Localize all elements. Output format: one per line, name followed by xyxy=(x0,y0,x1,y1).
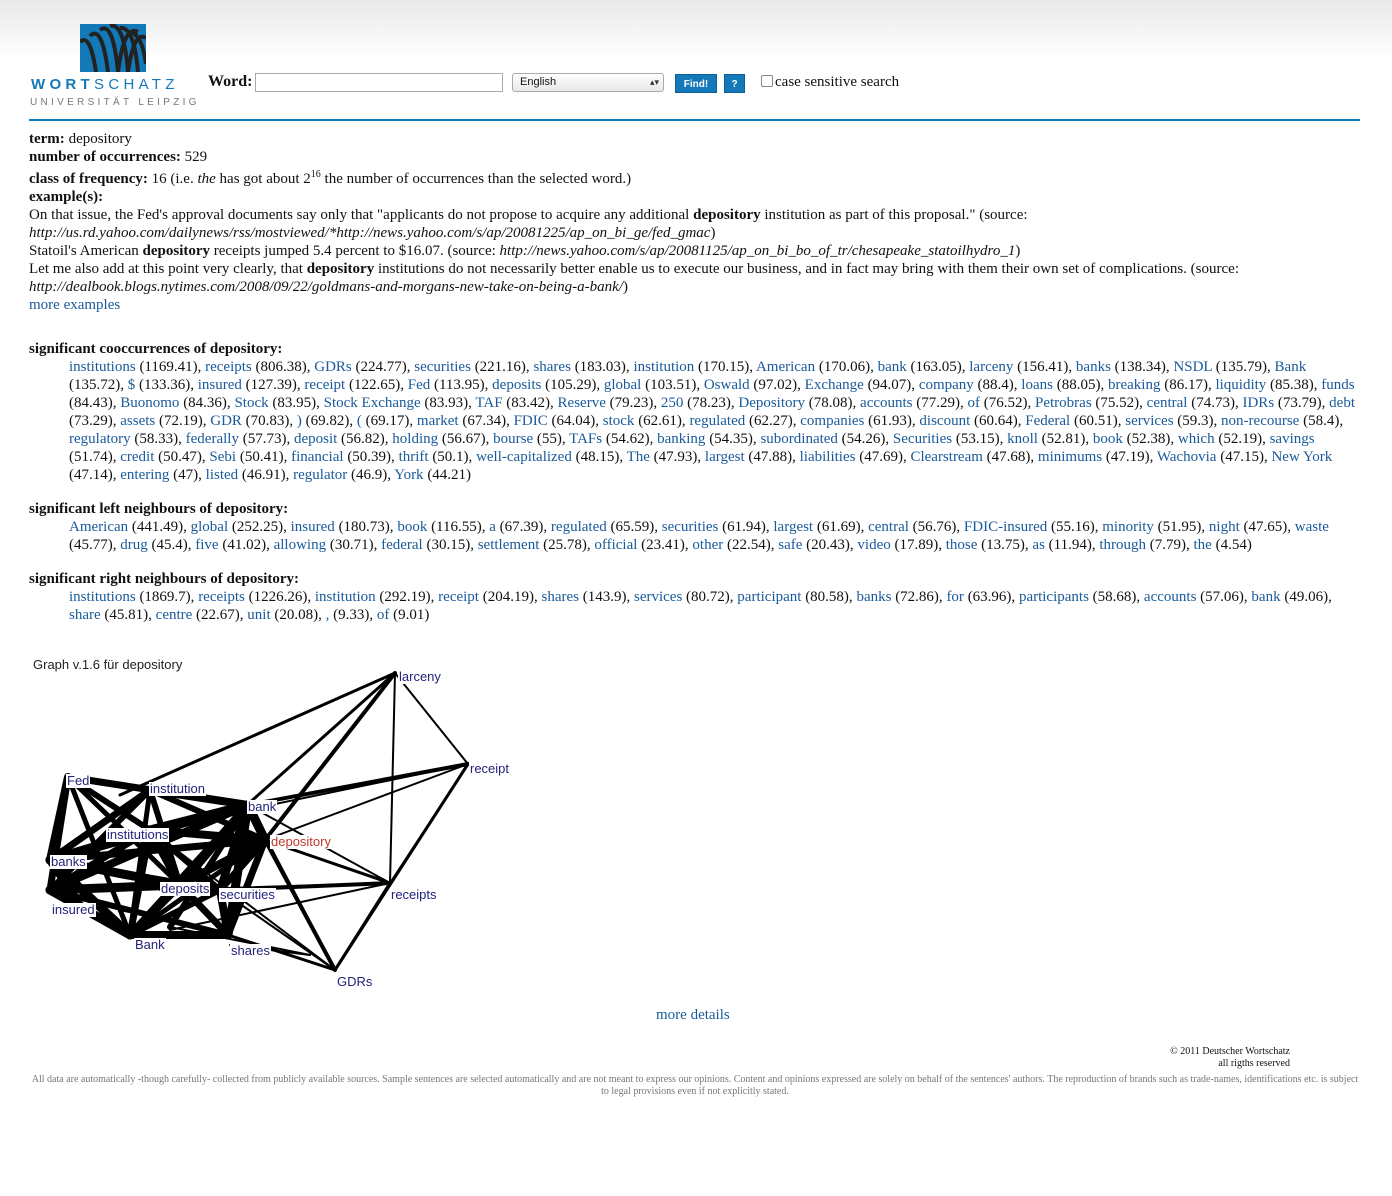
term-link[interactable]: central xyxy=(868,519,909,535)
term-link[interactable]: Federal xyxy=(1025,413,1071,429)
graph-node-fed[interactable]: Fed xyxy=(67,773,90,788)
graph-node-institutions[interactable]: institutions xyxy=(107,827,169,842)
term-score: (60.51), xyxy=(1070,413,1126,429)
logo-subtitle: UNIVERSITÄT LEIPZIG xyxy=(30,97,200,108)
term-link[interactable]: Sebi xyxy=(209,449,237,465)
term-link[interactable]: non-recourse xyxy=(1221,413,1300,429)
term-score: (30.15), xyxy=(422,537,478,553)
term-link[interactable]: book xyxy=(1092,431,1123,447)
term-link[interactable]: Depository xyxy=(738,395,806,411)
term-link[interactable]: largest xyxy=(704,449,745,465)
term-score: (4.54) xyxy=(1211,537,1252,553)
term-score: (50.1), xyxy=(428,449,477,465)
term-link[interactable]: five xyxy=(195,537,219,553)
term-link[interactable]: Fed xyxy=(407,377,431,393)
term-score: (85.38), xyxy=(1266,377,1322,393)
term-link[interactable]: of xyxy=(376,607,390,623)
term-link[interactable]: central xyxy=(1146,395,1188,411)
term-score: (79.23), xyxy=(605,395,661,411)
term-link[interactable]: accounts xyxy=(1143,589,1197,605)
term-link[interactable]: the xyxy=(1193,537,1212,553)
term-link[interactable]: breaking xyxy=(1107,377,1161,393)
right-neighbours-list xyxy=(69,588,1359,624)
term-score: (50.39), xyxy=(343,449,399,465)
term-score: (94.07), xyxy=(863,377,919,393)
term-link[interactable]: a xyxy=(489,519,496,535)
term-score: (156.41), xyxy=(1013,359,1076,375)
term-score: (170.15), xyxy=(694,359,756,375)
term-link[interactable]: accounts xyxy=(860,395,913,411)
term-link[interactable]: 250 xyxy=(660,395,684,411)
term-link[interactable]: discount xyxy=(919,413,971,429)
term-link[interactable]: company xyxy=(918,377,974,393)
term-score: (22.54), xyxy=(723,537,779,553)
term-link[interactable]: services xyxy=(1125,413,1174,429)
term-link[interactable]: receipt xyxy=(304,377,346,393)
term-link[interactable]: holding xyxy=(392,431,439,447)
term-score: (97.02), xyxy=(749,377,805,393)
term-score: (56.82), xyxy=(337,431,393,447)
term-link[interactable]: through xyxy=(1099,537,1147,553)
term-score: (44.21) xyxy=(423,467,472,483)
graph-node-bank[interactable]: bank xyxy=(248,799,277,814)
term-link[interactable]: insured xyxy=(290,519,335,535)
term-score: (67.39), xyxy=(495,519,551,535)
term-link[interactable]: other xyxy=(692,537,724,553)
term-link[interactable]: for xyxy=(946,589,964,605)
left-neighbours-list xyxy=(69,518,1359,554)
term-score: (77.29), xyxy=(912,395,968,411)
term-score: (84.43), xyxy=(69,395,121,411)
term-link[interactable]: market xyxy=(416,413,459,429)
cooccurrence-graph[interactable] xyxy=(20,665,540,995)
term-score: (25.78), xyxy=(539,537,595,553)
term-score: (62.27), xyxy=(745,413,801,429)
term-link[interactable]: American xyxy=(69,519,129,535)
graph-node-insured[interactable]: insured xyxy=(52,902,95,917)
term-score: (83.95), xyxy=(268,395,324,411)
term-score: (23.41), xyxy=(637,537,693,553)
term-score: (84.36), xyxy=(179,395,235,411)
term-score: (46.9), xyxy=(347,467,395,483)
term-score: (46.91), xyxy=(238,467,294,483)
left-neighbours-title: significant left neighbours of depository: xyxy=(29,501,289,517)
term-link[interactable]: video xyxy=(857,537,891,553)
term-score: (69.82), xyxy=(301,413,357,429)
help-button[interactable]: ? xyxy=(724,74,745,93)
term-link[interactable]: ( xyxy=(356,413,362,429)
term-score: (47), xyxy=(169,467,206,483)
term-link[interactable]: global xyxy=(190,519,229,535)
occurrences-row: number of occurrences: 529 xyxy=(29,149,208,165)
graph-title: Graph v.1.6 für depository xyxy=(33,657,183,672)
term-link[interactable]: deposits xyxy=(492,377,542,393)
term-score: (61.94), xyxy=(718,519,774,535)
term-score: (59.3), xyxy=(1173,413,1222,429)
term-link[interactable]: institution xyxy=(633,359,695,375)
term-link[interactable]: Bank xyxy=(1274,359,1307,375)
term-score: (41.02), xyxy=(218,537,274,553)
term-link[interactable]: Stock Exchange xyxy=(323,395,421,411)
term-score: (54.62), xyxy=(602,431,658,447)
term-link[interactable]: listed xyxy=(205,467,239,483)
disclaimer: All data are automatically -though carefully- collected from publicly available sources. Sample sentences are selected automatically and are not meant to express our opinions. Content and opinions expressed are solely on behalf of the sentences' authors. The reproduction of brands such as trade-names, identifications etc. is subject to legal provisions even if not explicitly stated. xyxy=(31,1074,1359,1097)
search-label: Word: xyxy=(208,73,253,90)
graph-edges xyxy=(20,665,540,995)
graph-node-shares[interactable]: shares xyxy=(231,943,271,958)
term-link[interactable]: IDRs xyxy=(1242,395,1275,411)
term-score: (47.14), xyxy=(69,467,121,483)
term-score: (67.34), xyxy=(458,413,514,429)
term-link[interactable]: night xyxy=(1208,519,1240,535)
term-link[interactable]: TAFs xyxy=(569,431,603,447)
term-link[interactable]: , xyxy=(325,607,330,623)
term-score: (47.68), xyxy=(982,449,1038,465)
example-source: http://news.yahoo.com/s/ap/20081125/ap_on_bi_bo_of_tr/chesapeake_statoilhydro_1 xyxy=(499,243,1016,259)
term-score: (55.16), xyxy=(1047,519,1103,535)
term-link[interactable]: which xyxy=(1177,431,1215,447)
term-score: (20.43), xyxy=(802,537,858,553)
term-link[interactable]: securities xyxy=(414,359,471,375)
term-score: (252.25), xyxy=(228,519,291,535)
term-link[interactable]: regulated xyxy=(550,519,607,535)
term-score: (180.73), xyxy=(334,519,398,535)
term-score: (116.55), xyxy=(427,519,490,535)
term-score: (204.19), xyxy=(478,589,542,605)
term-link[interactable]: centre xyxy=(155,607,193,623)
term-score: (62.61), xyxy=(634,413,690,429)
term-score: (224.77), xyxy=(351,359,415,375)
term-score: (45.77), xyxy=(69,537,121,553)
term-score: (63.96), xyxy=(963,589,1019,605)
term-score: (74.73), xyxy=(1187,395,1243,411)
header xyxy=(0,0,1392,125)
term-link[interactable]: thrift xyxy=(398,449,429,465)
term-score: (52.38), xyxy=(1122,431,1178,447)
more-details-link[interactable]: more details xyxy=(656,1007,730,1023)
example-sentence: Let me also add at this point very clearly, that depository institutions do not necessarily better enable us to execute our business, and in fact may bring with them their own set of complications. (source: http://dealbook.blogs.nytimes.com/2008/09/22/goldmans-and-morgans-new-take-on-being-a-bank/) xyxy=(29,261,1239,295)
term-score: (45.81), xyxy=(100,607,156,623)
term-link[interactable]: stock xyxy=(602,413,635,429)
term-link[interactable]: NSDL xyxy=(1173,359,1213,375)
term-link[interactable]: FDIC xyxy=(513,413,548,429)
select-arrows-icon: ▴▾ xyxy=(649,77,659,87)
graph-node-gdrs[interactable]: GDRs xyxy=(337,974,373,989)
main-content xyxy=(29,130,1359,674)
term-link[interactable]: bank xyxy=(877,359,907,375)
term-score: (57.73), xyxy=(238,431,294,447)
term-score: (60.64), xyxy=(970,413,1026,429)
term-score: (221.16), xyxy=(470,359,534,375)
term-score: (11.94), xyxy=(1044,537,1100,553)
term-link[interactable]: well-capitalized xyxy=(476,449,572,465)
term-score: (80.58), xyxy=(801,589,857,605)
term-link[interactable]: shares xyxy=(533,359,571,375)
term-score: (47.65), xyxy=(1239,519,1295,535)
term-link[interactable]: larceny xyxy=(969,359,1014,375)
term-link[interactable]: insured xyxy=(197,377,242,393)
term-link[interactable]: companies xyxy=(800,413,865,429)
term-score: (170.06), xyxy=(815,359,878,375)
graph-node-deposits[interactable]: deposits xyxy=(161,881,210,896)
term-score: (30.71), xyxy=(326,537,382,553)
term-score: (47.93), xyxy=(649,449,705,465)
term-score: (49.06), xyxy=(1280,589,1332,605)
term-score: (20.08), xyxy=(270,607,326,623)
example-source: http://us.rd.yahoo.com/dailynews/rss/mostviewed/*http://news.yahoo.com/s/ap/20081225/ap_on_bi_ge/fed_gmac xyxy=(29,225,711,241)
term-link[interactable]: unit xyxy=(247,607,271,623)
term-link[interactable]: global xyxy=(603,377,642,393)
term-score: (58.68), xyxy=(1088,589,1144,605)
cooccurrences-title: significant cooccurrences of depository: xyxy=(29,341,283,357)
term-link[interactable]: financial xyxy=(291,449,344,465)
term-score: (72.19), xyxy=(155,413,211,429)
term-link[interactable]: drug xyxy=(120,537,148,553)
term-score: (806.38), xyxy=(251,359,315,375)
term-score: (441.49), xyxy=(128,519,191,535)
graph-node-larceny[interactable]: larceny xyxy=(399,669,441,684)
term-link[interactable]: safe xyxy=(778,537,803,553)
term-score: (57.06), xyxy=(1196,589,1252,605)
term-link[interactable]: funds xyxy=(1321,377,1355,393)
term-link[interactable]: minority xyxy=(1102,519,1154,535)
term-link[interactable]: FDIC-insured xyxy=(963,519,1048,535)
term-link[interactable]: allowing xyxy=(273,537,327,553)
term-score: (52.19), xyxy=(1214,431,1270,447)
term-score: (9.33), xyxy=(329,607,377,623)
term-score: (51.95), xyxy=(1153,519,1209,535)
term-score: (138.34), xyxy=(1110,359,1174,375)
graph-node-banks[interactable]: banks xyxy=(51,854,86,869)
term-score: (76.52), xyxy=(980,395,1036,411)
term-link[interactable]: federal xyxy=(381,537,423,553)
term-score: (292.19), xyxy=(375,589,439,605)
term-link[interactable]: banks xyxy=(1075,359,1111,375)
term-score: (78.23), xyxy=(683,395,739,411)
term-score: (61.69), xyxy=(813,519,869,535)
term-link[interactable]: waste xyxy=(1294,519,1329,535)
term-score: (13.75), xyxy=(977,537,1033,553)
term-link[interactable]: receipt xyxy=(438,589,479,605)
term-score: (133.36), xyxy=(135,377,198,393)
term-link[interactable]: entering xyxy=(120,467,170,483)
term-score: (7.79), xyxy=(1146,537,1194,553)
graph-node-receipt[interactable]: receipt xyxy=(470,761,510,776)
term-score: (52.81), xyxy=(1037,431,1093,447)
term-link[interactable]: federally xyxy=(185,431,239,447)
term-score: (135.79), xyxy=(1212,359,1275,375)
term-link[interactable]: receipts xyxy=(198,589,245,605)
term-score: (45.4), xyxy=(147,537,196,553)
term-link[interactable]: Oswald xyxy=(703,377,750,393)
term-score: (72.86), xyxy=(891,589,947,605)
example-source: http://dealbook.blogs.nytimes.com/2008/09/22/goldmans-and-morgans-new-take-on-being-a-bank/ xyxy=(29,279,623,295)
term-score: (163.05), xyxy=(906,359,970,375)
term-link[interactable]: largest xyxy=(773,519,814,535)
term-link[interactable]: share xyxy=(69,607,101,623)
cooccurrences-list xyxy=(69,358,1359,484)
term-score: (56.76), xyxy=(908,519,964,535)
term-link[interactable]: regulated xyxy=(689,413,746,429)
term-score: (103.51), xyxy=(641,377,704,393)
examples-label: example(s): xyxy=(29,189,104,205)
graph-node-bank-capital[interactable]: Bank xyxy=(135,937,165,952)
term-score: (135.72), xyxy=(69,377,128,393)
term-score: (47.15), xyxy=(1216,449,1272,465)
term-link[interactable]: American xyxy=(755,359,816,375)
term-score: (65.59), xyxy=(606,519,662,535)
term-score: (105.29), xyxy=(541,377,604,393)
term-link[interactable]: as xyxy=(1032,537,1045,553)
term-score: (83.42), xyxy=(502,395,558,411)
right-neighbours-title: significant right neighbours of depository: xyxy=(29,571,300,587)
term-link[interactable]: book xyxy=(397,519,428,535)
term-link[interactable]: Stock xyxy=(234,395,269,411)
term-score: (86.17), xyxy=(1160,377,1216,393)
more-examples-link[interactable]: more examples xyxy=(29,297,121,313)
term-score: (47.69), xyxy=(855,449,911,465)
term-link[interactable]: GDRs xyxy=(314,359,352,375)
term-score: (54.35), xyxy=(705,431,761,447)
term-score: (113.95), xyxy=(430,377,493,393)
term-link[interactable]: shares xyxy=(541,589,579,605)
term-link[interactable]: institution xyxy=(314,589,376,605)
term-link[interactable]: savings xyxy=(1269,431,1315,447)
term-score: (58.33), xyxy=(130,431,186,447)
term-score: (53.15), xyxy=(952,431,1008,447)
term-link[interactable]: institutions xyxy=(69,359,136,375)
graph-node-institution[interactable]: institution xyxy=(150,781,205,796)
term-link[interactable]: bourse xyxy=(493,431,534,447)
copyright: © 2011 Deutscher Wortschatz all rigths reserved xyxy=(1170,1046,1290,1069)
term-score: (61.93), xyxy=(864,413,920,429)
term-score: (80.72), xyxy=(682,589,738,605)
term-link[interactable]: Buonomo xyxy=(120,395,180,411)
term-link[interactable]: regulator xyxy=(293,467,348,483)
term-score: (47.19), xyxy=(1102,449,1157,465)
term-link[interactable]: ) xyxy=(296,413,302,429)
term-score: (1226.26), xyxy=(244,589,315,605)
term-score: (58.4), xyxy=(1299,413,1344,429)
term-link[interactable]: Clearstream xyxy=(910,449,983,465)
term-score: (70.83), xyxy=(241,413,297,429)
term-score: (54.26), xyxy=(837,431,893,447)
term-link[interactable]: TAF xyxy=(475,395,503,411)
term-score: (88.05), xyxy=(1052,377,1108,393)
term-link[interactable]: GDR xyxy=(210,413,242,429)
term-link[interactable]: liquidity xyxy=(1215,377,1267,393)
term-link[interactable]: official xyxy=(594,537,638,553)
term-score: (83.93), xyxy=(420,395,476,411)
wortschatz-logo-icon[interactable] xyxy=(80,24,146,72)
term-score: (50.41), xyxy=(236,449,292,465)
term-score: (127.39), xyxy=(241,377,305,393)
term-link[interactable]: of xyxy=(967,395,981,411)
term-score: (75.52), xyxy=(1091,395,1147,411)
term-link[interactable]: debt xyxy=(1329,395,1355,411)
term-link[interactable]: Exchange xyxy=(804,377,864,393)
example-sentence: On that issue, the Fed's approval documents say only that "applicants do not propose to acquire any additional depository institution as part of this proposal." (source: http://us.rd.yahoo.com/dailynews/rss/mostviewed/*http://news.yahoo.com/s/ap/20081225/ap_on_bi_ge/fed_gmac) xyxy=(29,207,1028,241)
term-link[interactable]: bank xyxy=(1251,589,1281,605)
term-score: (51.74), xyxy=(69,449,121,465)
term-link[interactable]: settlement xyxy=(477,537,540,553)
term-link[interactable]: regulatory xyxy=(69,431,131,447)
example-sentence: Statoil's American depository receipts jumped 5.4 percent to $16.07. (source: http://news.yahoo.com/s/ap/20081125/ap_on_bi_bo_of_tr/chesapeake_statoilhydro_1) xyxy=(29,243,1021,259)
term-score: (64.04), xyxy=(547,413,603,429)
language-select[interactable]: English ▴▾ xyxy=(512,73,664,92)
logo-wordmark: WORTSCHATZ xyxy=(31,76,179,93)
term-score: (143.9), xyxy=(578,589,634,605)
term-link[interactable]: participants xyxy=(1018,589,1089,605)
term-score: (9.01) xyxy=(389,607,430,623)
term-link[interactable]: York xyxy=(394,467,424,483)
term-score: (1169.41), xyxy=(135,359,206,375)
term-score: (73.29), xyxy=(69,413,121,429)
term-score: (183.03), xyxy=(570,359,634,375)
term-link[interactable]: The xyxy=(626,449,650,465)
term-score: (48.15), xyxy=(571,449,627,465)
term-score: (88.4), xyxy=(973,377,1022,393)
term-link[interactable]: Securities xyxy=(892,431,953,447)
term-link[interactable]: Wachovia xyxy=(1156,449,1217,465)
term-score: (50.47), xyxy=(154,449,210,465)
term-score: (73.79), xyxy=(1274,395,1330,411)
term-link[interactable]: banking xyxy=(657,431,706,447)
term-link[interactable]: minimums xyxy=(1037,449,1103,465)
term-link[interactable]: those xyxy=(945,537,978,553)
term-link[interactable]: Reserve xyxy=(557,395,606,411)
term-link[interactable]: banks xyxy=(856,589,892,605)
term-link[interactable]: assets xyxy=(120,413,156,429)
term-link[interactable]: knoll xyxy=(1007,431,1038,447)
term-score: (122.65), xyxy=(345,377,408,393)
term-score: (1869.7), xyxy=(135,589,199,605)
case-sensitive-checkbox[interactable] xyxy=(761,75,773,87)
term-link[interactable]: $ xyxy=(127,377,136,393)
term-link[interactable]: institutions xyxy=(69,589,136,605)
graph-node-receipts[interactable]: receipts xyxy=(391,887,437,902)
term-link[interactable]: deposit xyxy=(293,431,338,447)
term-link[interactable]: receipts xyxy=(205,359,252,375)
term-link[interactable]: services xyxy=(633,589,683,605)
term-score: (56.67), xyxy=(438,431,494,447)
term-row: term: depository xyxy=(29,131,132,147)
term-score: (17.89), xyxy=(890,537,946,553)
term-link[interactable]: liabilities xyxy=(799,449,856,465)
term-score: (69.17), xyxy=(361,413,417,429)
find-button[interactable]: Find! xyxy=(675,74,717,93)
term-link[interactable]: Petrobras xyxy=(1035,395,1092,411)
term-score: (78.08), xyxy=(805,395,861,411)
term-link[interactable]: subordinated xyxy=(760,431,838,447)
frequency-row: class of frequency: 16 (i.e. the has got about $2^{16}$ the number of occurrences than the selected word.) xyxy=(29,169,632,187)
search-input[interactable] xyxy=(255,73,503,92)
term-link[interactable]: credit xyxy=(120,449,155,465)
graph-node-depository[interactable]: depository xyxy=(271,834,331,849)
header-divider xyxy=(29,119,1360,121)
term-link[interactable]: participant xyxy=(737,589,802,605)
term-link[interactable]: securities xyxy=(661,519,719,535)
term-score: (22.67), xyxy=(192,607,248,623)
graph-node-securities[interactable]: securities xyxy=(220,887,275,902)
term-link[interactable]: loans xyxy=(1021,377,1053,393)
term-link[interactable]: New York xyxy=(1271,449,1333,465)
case-sensitive-option[interactable]: case sensitive search xyxy=(761,74,899,91)
term-score: (55), xyxy=(533,431,570,447)
term-score: (47.88), xyxy=(744,449,800,465)
